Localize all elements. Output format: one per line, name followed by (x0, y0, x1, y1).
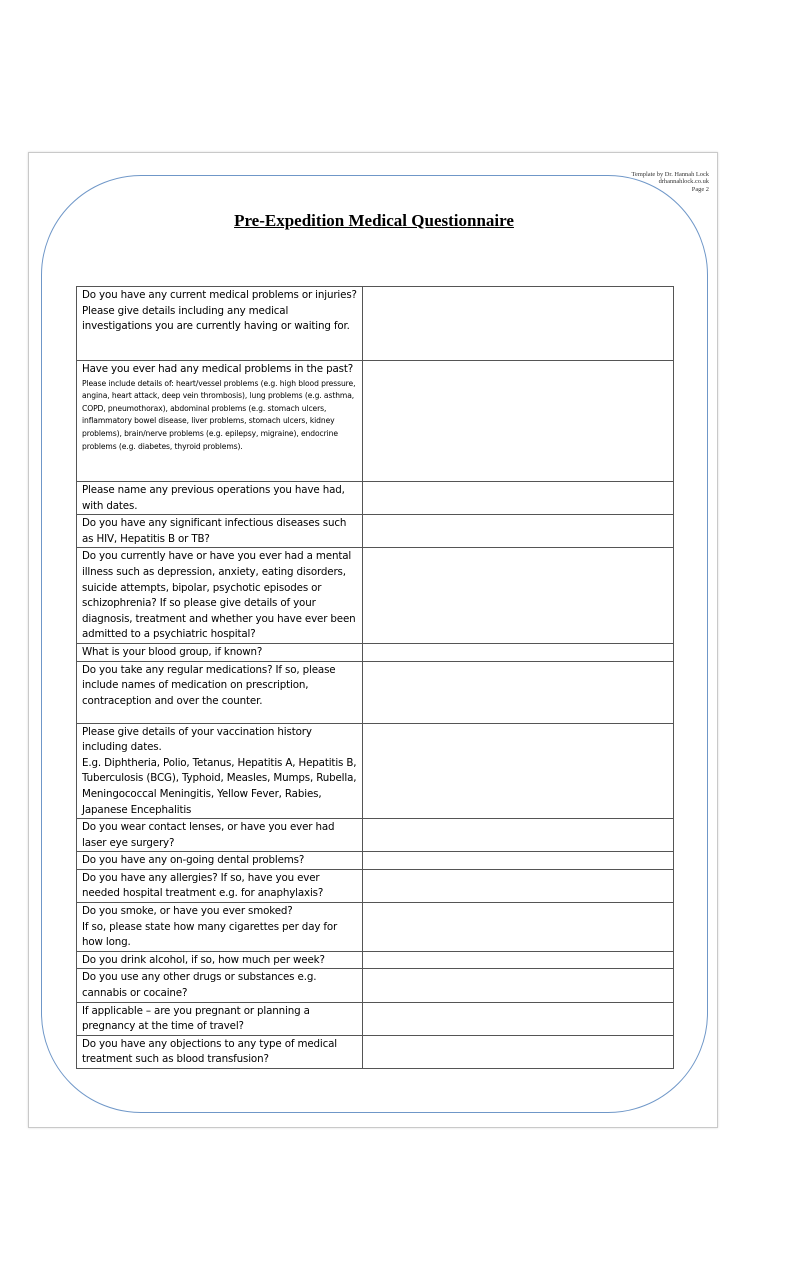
answer-field[interactable] (363, 661, 674, 723)
table-row (77, 287, 674, 361)
table-row (77, 548, 674, 644)
question-cell: Do you have any objections to any type of medical treatment such as blood transfusion? (77, 1035, 363, 1068)
answer-field[interactable] (363, 1035, 674, 1068)
question-cell: Do you take any regular medications? If so, please include names of medication on prescription, contraception and over the counter. (77, 661, 363, 723)
answer-field[interactable] (363, 951, 674, 969)
table-row (77, 661, 674, 723)
question-followup: If so, please state how many cigarettes per day for how long. (82, 920, 338, 949)
question-cell: Do you drink alcohol, if so, how much per week? (77, 951, 363, 969)
table-row (77, 869, 674, 902)
question-note: Please include details of: heart/vessel problems (e.g. high blood pressure, angina, heart attack, deep vein thrombosis), lung problems (e.g. asthma, COPD, pneumothorax), abdominal problems (e.g. stomach ulcers, inflammatory bowel disease, liver problems, stomach ulcers, kidney problems), brain/nerve problems (e.g. epilepsy, migraine), endocrine problems (e.g. diabetes, thyroid problems). (82, 378, 356, 451)
question-cell: What is your blood group, if known? (77, 643, 363, 661)
answer-field[interactable] (363, 482, 674, 515)
page-title: Pre-Expedition Medical Questionnaire (234, 211, 514, 230)
question-text: Please give details of your vaccination history including dates. (82, 725, 312, 754)
table-row (77, 852, 674, 870)
question-examples: E.g. Diphtheria, Polio, Tetanus, Hepatitis A, Hepatitis B, Tuberculosis (BCG), Typhoid, Measles, Mumps, Rubella, Meningococcal Meningitis, Yellow Fever, Rabies, Japanese Encephalitis (82, 756, 357, 816)
answer-field[interactable] (363, 548, 674, 644)
table-row (77, 361, 674, 482)
answer-field[interactable] (363, 361, 674, 482)
question-cell: If applicable – are you pregnant or planning a pregnancy at the time of travel? (77, 1002, 363, 1035)
question-cell (77, 723, 363, 819)
answer-field[interactable] (363, 287, 674, 361)
table-row (77, 1002, 674, 1035)
question-cell: Do you have any allergies? If so, have you ever needed hospital treatment e.g. for anaphylaxis? (77, 869, 363, 902)
answer-field[interactable] (363, 643, 674, 661)
table-row (77, 969, 674, 1002)
template-credit (632, 171, 709, 193)
table-row (77, 903, 674, 952)
answer-field[interactable] (363, 869, 674, 902)
table-row (77, 515, 674, 548)
question-cell: Do you have any on-going dental problems? (77, 852, 363, 870)
question-text: Have you ever had any medical problems in the past? (82, 363, 354, 375)
table-row (77, 643, 674, 661)
page-number: Page 2 (691, 185, 709, 193)
question-cell: Please name any previous operations you have had, with dates. (77, 482, 363, 515)
answer-field[interactable] (363, 819, 674, 852)
question-cell: Do you have any significant infectious diseases such as HIV, Hepatitis B or TB? (77, 515, 363, 548)
template-credit-author: Template by Dr. Hannah Lock (631, 171, 709, 178)
question-text: Do you smoke, or have you ever smoked? (82, 905, 293, 918)
answer-field[interactable] (363, 723, 674, 819)
question-cell: Do you have any current medical problems or injuries? Please give details including any medical investigations you are currently having or waiting for. (77, 287, 363, 361)
answer-field[interactable] (363, 1002, 674, 1035)
template-credit-website: drhannahlock.co.uk (658, 178, 709, 186)
answer-field[interactable] (363, 969, 674, 1002)
question-cell (77, 903, 363, 952)
table-row (77, 482, 674, 515)
answer-field[interactable] (363, 852, 674, 870)
document-page (28, 152, 718, 1128)
table-row (77, 819, 674, 852)
question-cell: Do you use any other drugs or substances e.g. cannabis or cocaine? (77, 969, 363, 1002)
question-cell: Do you currently have or have you ever had a mental illness such as depression, anxiety, eating disorders, suicide attempts, bipolar, psychotic episodes or schizophrenia? If so please give details of your diagnosis, treatment and whether you have ever been admitted to a psychiatric hospital? (77, 548, 363, 644)
question-cell: Do you wear contact lenses, or have you ever had laser eye surgery? (77, 819, 363, 852)
table-row (77, 951, 674, 969)
table-row (77, 723, 674, 819)
answer-field[interactable] (363, 903, 674, 952)
table-row (77, 1035, 674, 1068)
question-cell (77, 361, 363, 482)
questionnaire-table (76, 286, 674, 1069)
answer-field[interactable] (363, 515, 674, 548)
